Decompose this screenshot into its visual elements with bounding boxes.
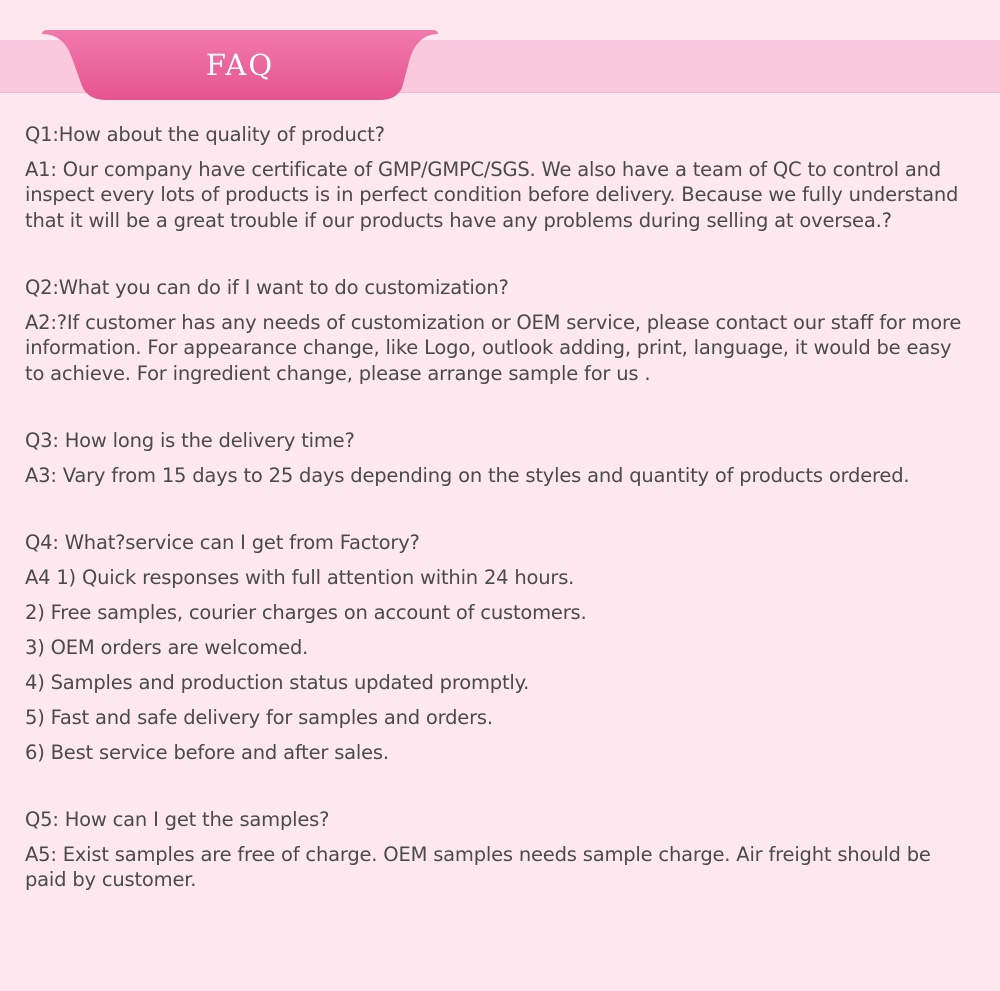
- faq-item-5: [25, 807, 975, 893]
- faq-answer-2: A2:?If customer has any needs of customization or OEM service, please contact our staff for more information. For appearance change, like Logo, outlook adding, print, language, it would be easy to achieve. For ingredient change, please arrange sample for us .: [25, 310, 962, 385]
- faq-list: [25, 122, 975, 935]
- faq-answer-4: [25, 565, 975, 766]
- faq-answer-1: A1: Our company have certificate of GMP/GMPC/SGS. We also have a team of QC to control and inspect every lots of products is in perfect condition before delivery. Because we fully understand that it will be a great trouble if our products have any problems during selling at oversea.?: [25, 157, 959, 232]
- faq-item-2: [25, 275, 975, 386]
- faq-question-5: Q5: How can I get the samples?: [25, 808, 330, 831]
- faq-item-1: [25, 122, 975, 233]
- faq-answer-4-line: 6) Best service before and after sales.: [25, 740, 389, 764]
- faq-title: FAQ: [205, 48, 275, 82]
- faq-item-4: [25, 530, 975, 765]
- faq-question-1: Q1:How about the quality of product?: [25, 123, 385, 146]
- faq-item-3: [25, 428, 975, 488]
- faq-question-3: Q3: How long is the delivery time?: [25, 429, 355, 452]
- faq-answer-4-line: 4) Samples and production status updated promptly.: [25, 670, 530, 694]
- faq-answer-5: A5: Exist samples are free of charge. OEM samples needs sample charge. Air freight should be paid by customer.: [25, 842, 931, 891]
- faq-question-2: Q2:What you can do if I want to do customization?: [25, 276, 509, 299]
- faq-answer-4-line: 5) Fast and safe delivery for samples and orders.: [25, 705, 493, 729]
- faq-answer-4-line: 2) Free samples, courier charges on account of customers.: [25, 600, 587, 624]
- faq-answer-4-line: 3) OEM orders are welcomed.: [25, 635, 309, 659]
- faq-question-4: Q4: What?service can I get from Factory?: [25, 531, 420, 554]
- faq-header-tab: [40, 28, 440, 104]
- faq-answer-3: A3: Vary from 15 days to 25 days depending on the styles and quantity of products ordered.: [25, 463, 910, 487]
- faq-answer-4-line: A4 1) Quick responses with full attention within 24 hours.: [25, 565, 575, 589]
